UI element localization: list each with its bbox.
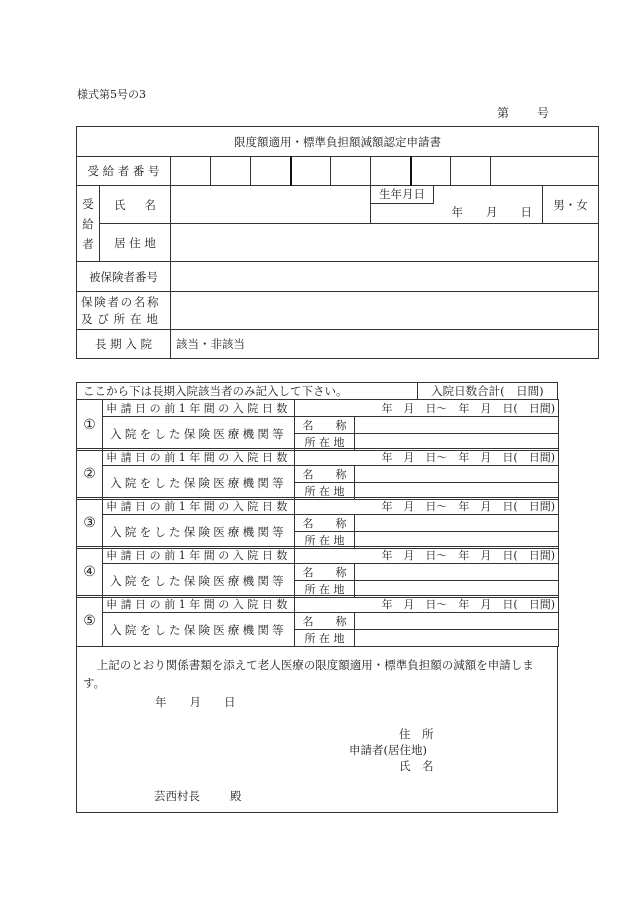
recipient-char: 給 [82,216,94,231]
statement-box [76,646,558,813]
facility-name-label: 名 称 [295,515,355,532]
total-days[interactable]: 入院日数合計( 日間) [417,383,557,400]
facility-name-label: 名 称 [295,466,355,483]
facility-address-label: 所 在 地 [295,434,355,451]
facility-label: 入院をした保険医療機関等 [103,613,295,647]
blank-cell [491,157,599,186]
hospital-entry [76,399,559,451]
facility-name-input[interactable] [355,515,559,532]
sex-field[interactable]: 男・女 [543,186,599,224]
facility-name-label: 名 称 [295,417,355,434]
facility-name-label: 名 称 [295,564,355,581]
recipient-vertical-label [77,186,100,262]
digit-box[interactable] [211,157,251,186]
facility-label: 入院をした保険医療機関等 [103,515,295,549]
facility-name-input[interactable] [355,466,559,483]
facility-name-label: 名 称 [295,613,355,630]
digit-box[interactable] [171,157,211,186]
applicant-name-label: 氏 名 [399,759,434,773]
number-suffix: 号 [537,106,550,120]
period-field[interactable]: 年 月 日～ 年 月 日( 日間) [295,400,559,417]
facility-label: 入院をした保険医療機関等 [103,417,295,451]
long-stay-label: 長 期 入 院 [77,330,171,359]
name-input[interactable] [171,186,371,224]
days-label: 申請日の前1年間の入院日数 [103,400,295,417]
name-label: 氏 名 [100,186,171,224]
applicant-residence: (居住地) [383,743,427,757]
facility-address-label: 所 在 地 [295,630,355,647]
section-header: ここから下は長期入院該当者のみ記入して下さい。 [77,383,418,400]
days-label: 申請日の前1年間の入院日数 [103,596,295,613]
birthdate-cell[interactable] [371,186,543,224]
address-label: 居 住 地 [100,224,171,262]
insurer-label-line: 保険者の名称 [81,294,161,309]
digit-box[interactable] [251,157,291,186]
facility-name-input[interactable] [355,417,559,434]
honorific: 殿 [230,789,242,803]
facility-name-input[interactable] [355,564,559,581]
insured-number-input[interactable] [171,262,599,292]
period-field[interactable]: 年 月 日～ 年 月 日( 日間) [295,449,559,466]
applicant-address-label: 住 所 [399,727,434,741]
facility-label: 入院をした保険医療機関等 [103,564,295,598]
statement: 上記のとおり関係書類を添えて老人医療の限度額適用・標準負担額の減額を申請します。 [83,658,534,690]
insured-number-label: 被保険者番号 [77,262,171,292]
digit-box[interactable] [291,157,331,186]
facility-address-label: 所 在 地 [295,532,355,549]
applicant-text: 申請者 [349,743,384,757]
address-input[interactable] [171,224,599,262]
entry-number: ① [77,400,103,451]
days-label: 申請日の前1年間の入院日数 [103,498,295,515]
digit-box[interactable] [331,157,371,186]
hospital-entry [76,595,559,647]
recipient-number-label: 受 給 者 番 号 [77,157,171,186]
application-table [76,126,599,359]
birthdate-label: 生年月日 [371,186,434,204]
days-label: 申請日の前1年間の入院日数 [103,547,295,564]
facility-address-input[interactable] [355,630,559,647]
hospital-entry [76,497,559,549]
applicant-label [349,742,427,758]
facility-address-label: 所 在 地 [295,483,355,500]
days-label: 申請日の前1年間の入院日数 [103,449,295,466]
addressee [154,788,242,804]
entry-number: ③ [77,498,103,549]
entry-number: ④ [77,547,103,598]
period-field[interactable]: 年 月 日～ 年 月 日( 日間) [295,498,559,515]
entry-number: ② [77,449,103,500]
form-id: 様式第5号の3 [77,88,146,101]
digit-box[interactable] [371,157,411,186]
hospital-entry [76,546,559,598]
application-date[interactable]: 年 月 日 [155,695,236,709]
hospital-entry [76,448,559,500]
entry-number: ⑤ [77,596,103,647]
insurer-label-line: 及び所在地 [81,311,163,326]
number-prefix: 第 [497,106,510,120]
period-field[interactable]: 年 月 日～ 年 月 日( 日間) [295,596,559,613]
digit-box[interactable] [411,157,451,186]
insurer-label [77,292,171,330]
facility-address-label: 所 在 地 [295,581,355,598]
long-stay-table [76,382,558,400]
period-field[interactable]: 年 月 日～ 年 月 日( 日間) [295,547,559,564]
long-stay-value[interactable]: 該当・非該当 [171,330,599,359]
document-number [497,104,549,121]
insurer-input[interactable] [171,292,599,330]
addressee-name: 芸西村長 [154,789,200,803]
facility-name-input[interactable] [355,613,559,630]
form-title: 限度額適用・標準負担額減額認定申請書 [77,127,599,157]
birthdate-value: 年 月 日 [451,205,532,219]
recipient-char: 受 [82,196,94,211]
digit-box[interactable] [451,157,491,186]
facility-label: 入院をした保険医療機関等 [103,466,295,500]
recipient-char: 者 [82,236,94,251]
